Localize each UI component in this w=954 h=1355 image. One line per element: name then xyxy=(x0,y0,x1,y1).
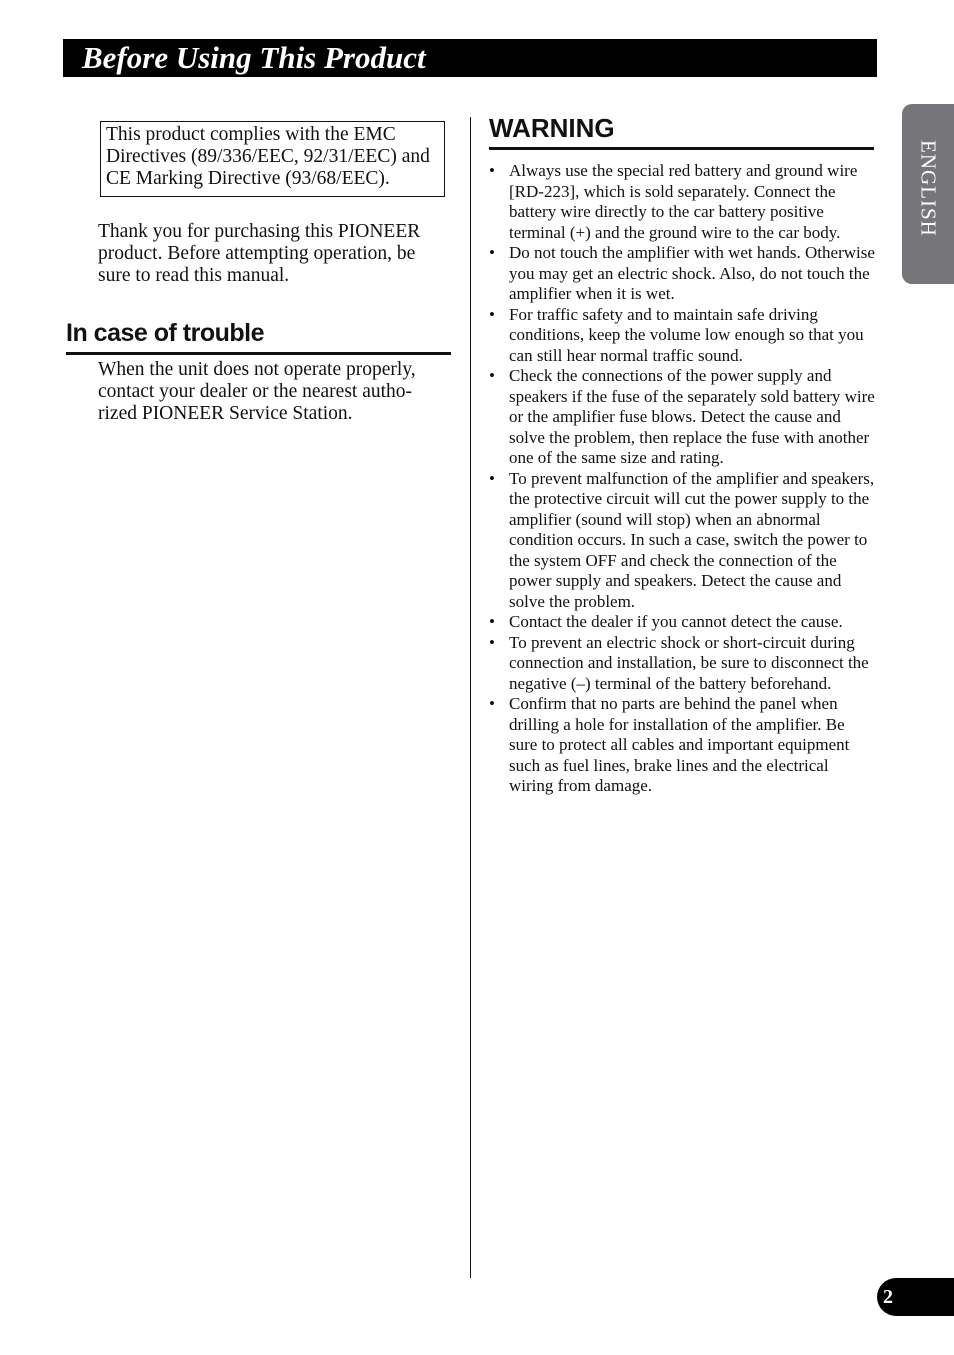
bullet-icon: • xyxy=(489,161,495,180)
bullet-icon: • xyxy=(489,304,495,324)
warning-item-text: Confirm that no parts are behind the panel when drilling a hole for installation of the amplifier. Be sure to protect all cables and important equipment such as fuel lines, brake lines and the electrical wiring from damage. xyxy=(509,694,850,795)
bullet-icon: • xyxy=(489,632,495,652)
bullet-icon: • xyxy=(489,468,495,488)
page-title: Before Using This Product xyxy=(82,40,426,75)
warning-item xyxy=(489,305,877,367)
page-number-badge xyxy=(877,1278,954,1316)
language-tab xyxy=(902,104,954,284)
page-number: 2 xyxy=(883,1286,893,1308)
bullet-icon: • xyxy=(489,243,495,262)
warning-heading: WARNING xyxy=(489,111,874,150)
compliance-notice: This product complies with the EMC Directives (89/336/EEC, 92/31/EEC) and CE Marking Directive (93/68/EEC). xyxy=(100,121,445,197)
warning-item-text: To prevent malfunction of the amplifier and speakers, the protective circuit will cut the power supply to the amplifier (sound will stop) when an abnormal condition occurs. In such a case, switch the power to the system OFF and check the connection of the power supply and speakers. Detect the cause and solve the problem. xyxy=(509,468,875,611)
trouble-heading: In case of trouble xyxy=(66,316,451,355)
trouble-paragraph: When the unit does not operate properly, contact your dealer or the nearest autho-rized PIONEER Service Station. xyxy=(98,359,416,424)
warning-item-text: Check the connections of the power supply and speakers if the fuse of the separately sold battery wire or the amplifier fuse blows. Detect the cause and solve the problem, then replace the fuse with another one of the same size and rating. xyxy=(509,366,875,467)
bullet-icon: • xyxy=(489,694,495,713)
warning-list xyxy=(489,161,877,797)
warning-item xyxy=(489,366,877,469)
warning-item xyxy=(489,243,877,305)
bullet-icon: • xyxy=(489,612,495,631)
warning-item xyxy=(489,469,877,613)
warning-item xyxy=(489,694,877,797)
bullet-icon: • xyxy=(489,366,495,385)
warning-item-text: Always use the special red battery and ground wire [RD-223], which is sold separately. Connect the battery wire directly to the car battery positive terminal (+) and the ground wire to the car body. xyxy=(509,161,858,242)
warning-item xyxy=(489,633,877,695)
warning-item-text: Contact the dealer if you cannot detect the cause. xyxy=(509,612,843,631)
warning-item-text: To prevent an electric shock or short-circuit during connection and installation, be sure to disconnect the negative (–) terminal of the battery beforehand. xyxy=(509,632,869,693)
warning-item-text: For traffic safety and to maintain safe driving conditions, keep the volume low enough so that you can still hear normal traffic sound. xyxy=(509,304,864,365)
column-divider xyxy=(470,117,471,1278)
intro-paragraph: Thank you for purchasing this PIONEER product. Before attempting operation, be sure to read this manual. xyxy=(98,221,421,286)
language-tab-label: ENGLISH xyxy=(916,140,941,237)
warning-item xyxy=(489,612,877,633)
page-header-bar xyxy=(63,39,877,77)
warning-item-text: Do not touch the amplifier with wet hands. Otherwise you may get an electric shock. Also, do not touch the amplifier when it is wet. xyxy=(509,243,875,303)
warning-item xyxy=(489,161,877,243)
